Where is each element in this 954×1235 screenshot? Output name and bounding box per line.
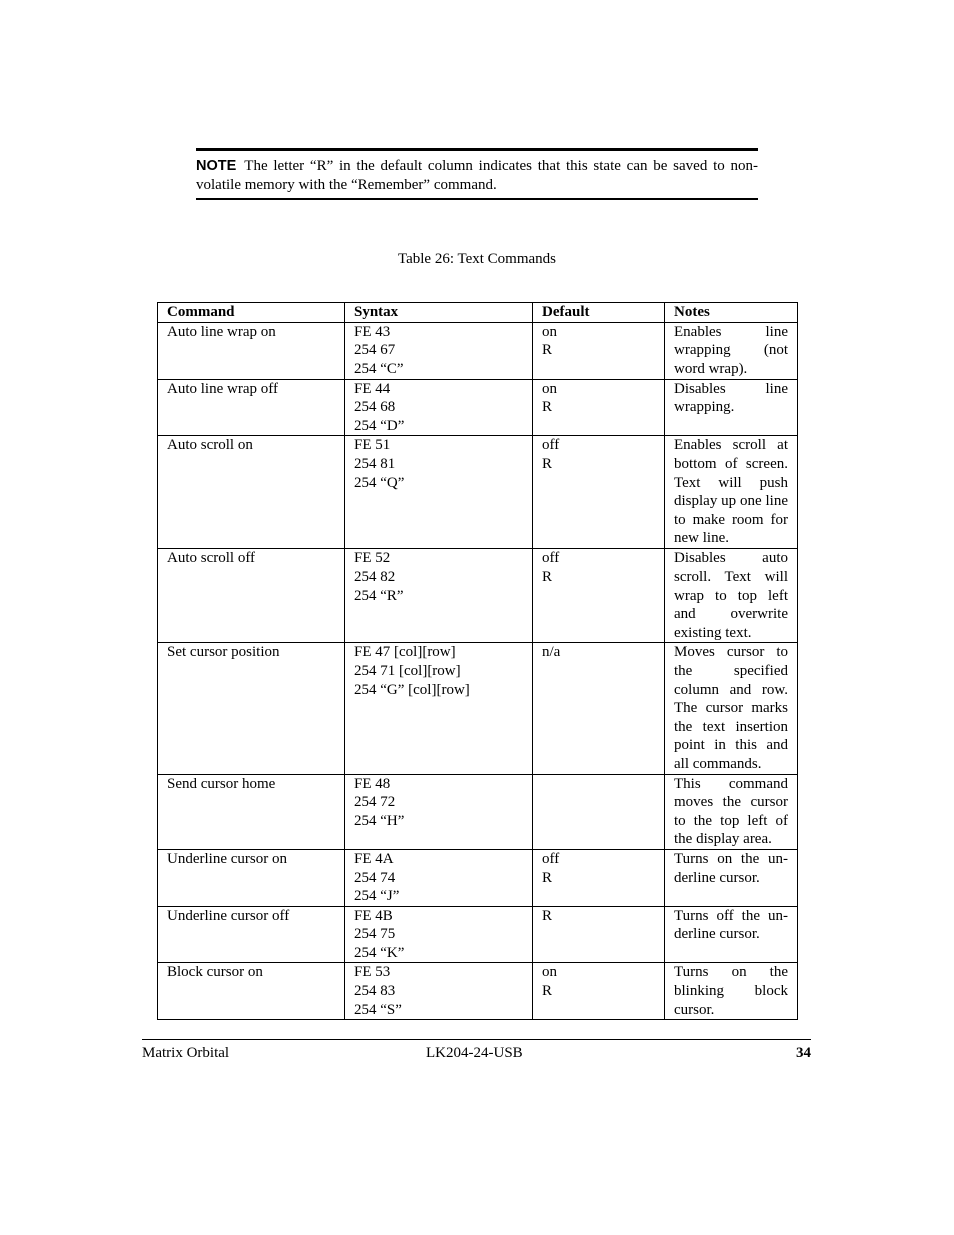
syntax-line: 254 “C” [354, 360, 404, 377]
cell-default [533, 379, 665, 436]
cell-default [533, 906, 665, 963]
table-row [158, 322, 798, 379]
cell-notes: Turns on the un-derline cursor. [665, 849, 798, 906]
syntax-line: FE 51 [354, 437, 391, 454]
syntax-line: 254 “K” [354, 944, 405, 961]
table-row [158, 436, 798, 549]
syntax-line: FE 4A [354, 850, 394, 867]
table-body [158, 322, 798, 1020]
cell-syntax [345, 436, 533, 549]
syntax-line: FE 4B [354, 907, 393, 924]
default-line: R [542, 983, 553, 1000]
cell-notes: Turns on the blinking block cursor. [665, 963, 798, 1020]
cell-syntax [345, 774, 533, 849]
cell-command: Block cursor on [158, 963, 345, 1020]
default-line: R [542, 399, 553, 416]
header-notes: Notes [665, 303, 798, 323]
cell-notes: This command moves the cursor to the top left of the display area. [665, 774, 798, 849]
syntax-line: 254 71 [col][row] [354, 662, 461, 679]
default-line: R [542, 342, 553, 359]
cell-command: Auto scroll on [158, 436, 345, 549]
syntax-line: 254 “S” [354, 1001, 402, 1018]
default-line: on [542, 964, 557, 981]
table-caption: Table 26: Text Commands [397, 251, 557, 267]
cell-notes: Disables line wrapping. [665, 379, 798, 436]
cell-command: Underline cursor off [158, 906, 345, 963]
cell-default [533, 549, 665, 643]
table-row [158, 379, 798, 436]
note-box [196, 148, 758, 200]
default-line: R [542, 907, 553, 924]
cell-notes: Enables scroll at bottom of screen. Text will push display up one line to make room for new line. [665, 436, 798, 549]
cell-command: Auto scroll off [158, 549, 345, 643]
cell-default [533, 436, 665, 549]
cell-syntax [345, 643, 533, 774]
syntax-line: FE 43 [354, 323, 391, 340]
table-row [158, 549, 798, 643]
syntax-line: 254 68 [354, 399, 396, 416]
default-line: off [542, 437, 560, 454]
table-row [158, 849, 798, 906]
cell-syntax [345, 849, 533, 906]
header-command: Command [158, 303, 345, 323]
default-line: on [542, 323, 557, 340]
syntax-line: FE 52 [354, 550, 391, 567]
syntax-line: FE 44 [354, 380, 391, 397]
syntax-line: 254 “R” [354, 587, 404, 604]
cell-syntax [345, 549, 533, 643]
syntax-line: 254 “J” [354, 888, 400, 905]
cell-default [533, 643, 665, 774]
syntax-line: 254 “G” [col][row] [354, 681, 470, 698]
cell-default [533, 849, 665, 906]
cell-default [533, 322, 665, 379]
default-line: off [542, 850, 560, 867]
note-text: The letter “R” in the default column indicates that this state can be saved to non-volatile memory with the “Remember” command. [196, 158, 758, 193]
table-row [158, 963, 798, 1020]
cell-notes: Moves cursor to the specified column and row. The cursor marks the text insertion point in this and all commands. [665, 643, 798, 774]
cell-syntax [345, 963, 533, 1020]
footer-company: Matrix Orbital [142, 1045, 230, 1061]
note-label: NOTE [196, 158, 237, 174]
header-syntax: Syntax [345, 303, 533, 323]
cell-notes: Turns off the un-derline cursor. [665, 906, 798, 963]
syntax-line: 254 81 [354, 455, 396, 472]
cell-notes: Enables line wrapping (not word wrap). [665, 322, 798, 379]
syntax-line: 254 82 [354, 568, 396, 585]
table-row [158, 774, 798, 849]
footer-rule [142, 1039, 811, 1040]
syntax-line: FE 48 [354, 775, 391, 792]
cell-command: Send cursor home [158, 774, 345, 849]
default-line: R [542, 869, 553, 886]
default-line: on [542, 380, 557, 397]
cell-syntax [345, 906, 533, 963]
cell-syntax [345, 379, 533, 436]
text-commands-table [157, 302, 798, 1020]
table-row [158, 643, 798, 774]
default-line: n/a [542, 644, 561, 661]
cell-notes: Disables auto scroll. Text will wrap to top left and overwrite existing text. [665, 549, 798, 643]
cell-command: Auto line wrap on [158, 322, 345, 379]
syntax-line: 254 67 [354, 342, 396, 359]
cell-command: Auto line wrap off [158, 379, 345, 436]
syntax-line: 254 74 [354, 869, 396, 886]
cell-command: Set cursor position [158, 643, 345, 774]
cell-default [533, 774, 665, 849]
default-line: off [542, 550, 560, 567]
cell-default [533, 963, 665, 1020]
cell-command: Underline cursor on [158, 849, 345, 906]
default-line: R [542, 455, 553, 472]
cell-syntax [345, 322, 533, 379]
syntax-line: 254 75 [354, 926, 396, 943]
table-header-row [158, 303, 798, 323]
syntax-line: 254 83 [354, 983, 396, 1000]
syntax-line: 254 72 [354, 794, 396, 811]
syntax-line: 254 “H” [354, 812, 405, 829]
syntax-line: 254 “D” [354, 417, 405, 434]
page-number: 34 [796, 1045, 811, 1061]
footer-model: LK204-24-USB [426, 1045, 523, 1061]
table-row [158, 906, 798, 963]
syntax-line: 254 “Q” [354, 474, 405, 491]
syntax-line: FE 53 [354, 964, 391, 981]
default-line: R [542, 568, 553, 585]
header-default: Default [533, 303, 665, 323]
syntax-line: FE 47 [col][row] [354, 644, 456, 661]
